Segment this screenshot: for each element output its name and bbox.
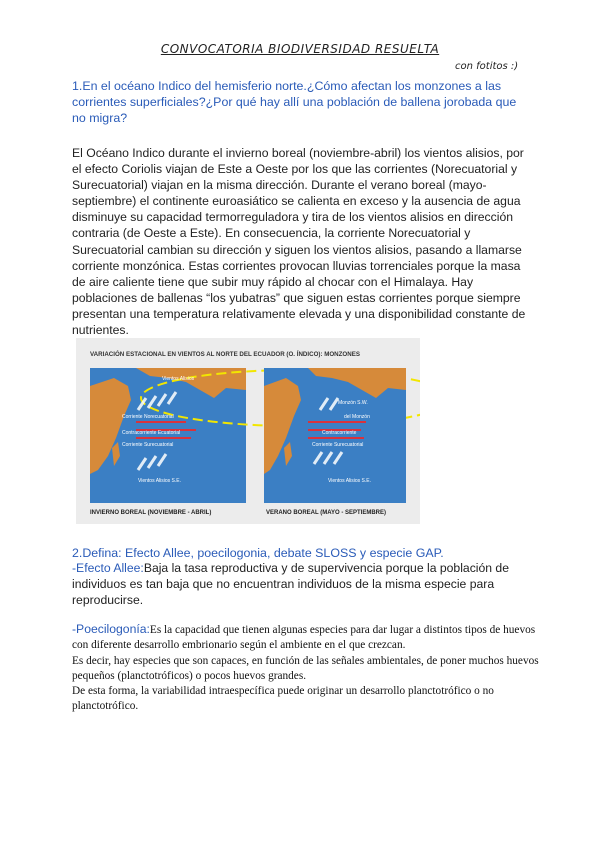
summer-label-2: del Monzón <box>344 414 370 420</box>
document-subtitle: con fotitos :) <box>455 61 519 72</box>
winter-label-5: Vientos Alisios <box>162 376 195 382</box>
poecilogonia-text: Es la capacidad que tienen algunas especies para dar lugar a distintos tipos de huevos con diferente desarrollo embrionario según el ambiente en el que crezcan. <box>72 624 536 652</box>
allee-label: -Efecto Allee: <box>72 561 144 575</box>
allee-definition <box>72 560 542 608</box>
summer-label-3: Contracorriente <box>322 430 357 436</box>
poecilogonia-definition <box>72 622 547 715</box>
winter-label-3: Corriente Surecuatorial <box>122 442 174 448</box>
winter-caption: INVIERNO BOREAL (NOVIEMBRE - ABRIL) <box>90 510 212 516</box>
question-1: 1.En el océano Indico del hemisferio norte.¿Cómo afectan los monzones a las corrientes superficiales?¿Por qué hay allí una población de ballena jorobada que no migra? <box>72 79 517 125</box>
poecilogonia-text-2: Es decir, hay especies que son capaces, en función de las señales ambientales, de poner muchos huevos pequeños (planctotróficos) o pocos huevos grandes. <box>72 654 539 682</box>
summer-label-1: Monzón S.W. <box>338 400 368 406</box>
monsoon-figure <box>76 338 420 524</box>
summer-label-5: Vientos Alisios S.E. <box>328 478 371 484</box>
question-2: 2.Defina: Efecto Allee, poecilogonia, debate SLOSS y especie GAP. <box>72 546 444 560</box>
winter-label-2: Contracorriente Ecuatorial <box>122 430 181 436</box>
summer-label-4: Corriente Surecuatorial <box>312 442 364 448</box>
figure-title: VARIACIÓN ESTACIONAL EN VIENTOS AL NORTE DEL ECUADOR (O. ÍNDICO): MONZONES <box>90 351 360 358</box>
allee-text: Baja la tasa reproductiva y de supervivencia porque la población de individuos es tan baja que no encuentran individuos de la misma especie para reproducirse. <box>72 561 509 607</box>
poecilogonia-label: -Poecilogonía: <box>72 622 150 636</box>
summer-caption: VERANO BOREAL (MAYO - SEPTIEMBRE) <box>266 510 387 516</box>
summer-panel <box>264 368 406 516</box>
answer-1: El Océano Indico durante el invierno boreal (noviembre-abril) los vientos alisios, por el efecto Coriolis viajan de Este a Oeste por los que las corrientes (Norecuatorial y Surecuatorial) viajan en la misma dirección. Durante el verano boreal (mayo-septiembre) el continente euroasiático se calienta en exceso y la ausencia de agua disminuye su capacidad termorreguladora y tira de los vientos alisios en dirección contraria (de Oeste a Este). En consecuencia, la corriente Norecuatorial y Surecuatorial cambian su dirección y siguen los vientos alisios, pasando a llamarse corriente monzónica. Estas corrientes provocan lluvias torrenciales porque la masa de aire caliente tiene que subir muy rápido al chocar con el Himalaya. Hay poblaciones de ballenas “los yubatras” que siguen estas corrientes porque siempre presentan una temperatura relativamente elevada y una disponibilidad constante de nutrientes. <box>72 146 526 338</box>
winter-label-4: Vientos Alisios S.E. <box>138 478 181 484</box>
poecilogonia-text-3: De esta forma, la variabilidad intraespecífica puede originar un desarrollo planctotrófico o no planctotrófico. <box>72 685 494 713</box>
document-title: CONVOCATORIA BIODIVERSIDAD RESUELTA <box>160 42 440 56</box>
winter-label-1: Corriente Norecuatorial <box>122 414 174 420</box>
monsoon-figure-svg <box>76 338 420 524</box>
